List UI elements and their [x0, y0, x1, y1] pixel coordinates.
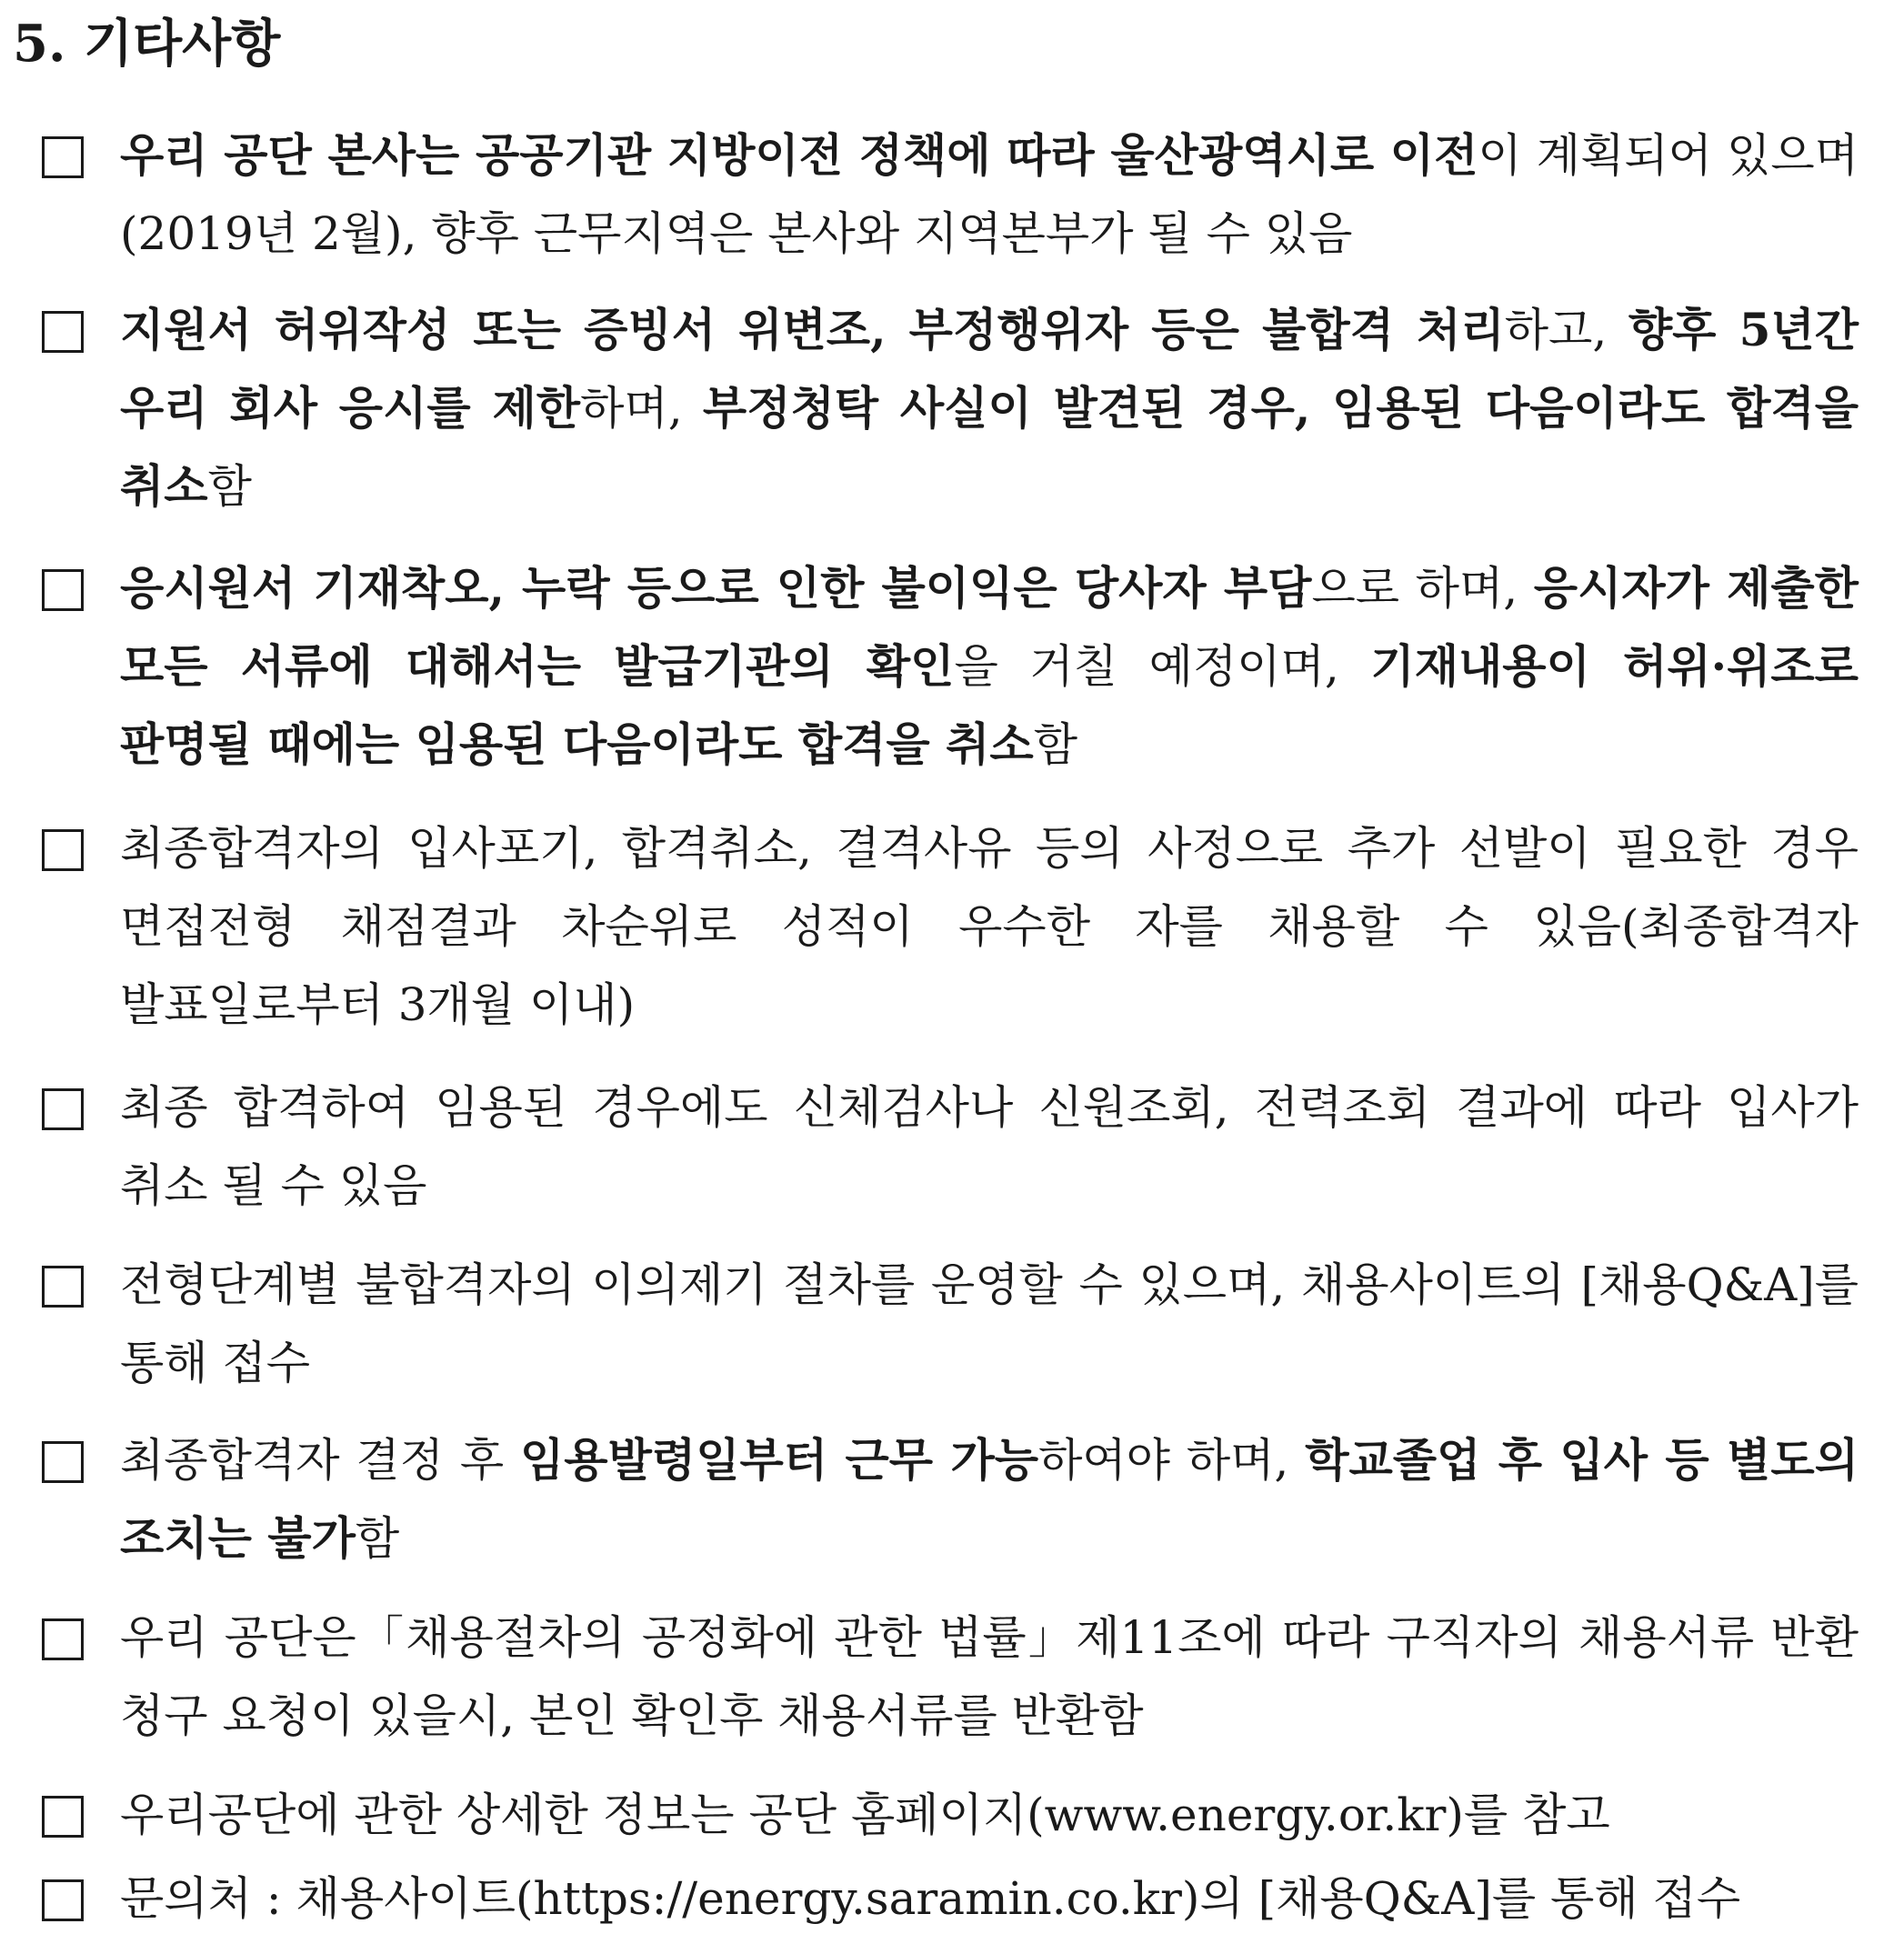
emphasized-text: 응시자가 제출한 모든 서류에 대해서는 발급기관의 확인 [120, 561, 1859, 693]
list-item-text [120, 291, 1859, 526]
section-title [13, 11, 280, 76]
list-item [42, 809, 1859, 1044]
list-item-text [120, 549, 1859, 784]
list-item [42, 1246, 1859, 1402]
section-title-text: 기타사항 [83, 14, 281, 74]
checkbox-icon [42, 1266, 84, 1308]
checkbox-icon [42, 829, 84, 871]
list-item-text [120, 1598, 1859, 1755]
body-text: 문의처 : 채용사이트(https://energy.saramin.co.kr)의 [채용Q&A]를 통해 접수 [120, 1872, 1741, 1925]
list-item-text [120, 1776, 1859, 1854]
body-text: 함 [207, 460, 252, 513]
list-item [42, 1421, 1859, 1578]
body-text: 하고, [1504, 304, 1628, 356]
emphasized-text: 향후 5년간 우리 회사 응시를 제한 [120, 303, 1859, 435]
checkbox-icon [42, 1879, 84, 1921]
list-item [42, 1776, 1859, 1854]
list-item-text [120, 116, 1859, 273]
list-item [42, 1598, 1859, 1755]
emphasized-text: 기재내용이 허위·위조로 판명될 때에는 임용된 다음이라도 합격을 취소 [120, 639, 1859, 771]
checkbox-icon [42, 1796, 84, 1838]
body-text: 우리공단에 관한 상세한 정보는 공단 홈페이지(www.energy.or.kr)를 참고 [120, 1789, 1610, 1841]
checkbox-icon [42, 1088, 84, 1130]
emphasized-text: 부정청탁 사실이 발견된 경우, 임용된 다음이라도 합격을 취소 [120, 381, 1859, 513]
list-item-text [120, 1859, 1859, 1938]
checkbox-icon [42, 1441, 84, 1483]
body-text: 을 거칠 예정이며, [954, 640, 1371, 693]
list-item [42, 549, 1859, 784]
body-text: 으로 하며, [1311, 562, 1534, 615]
list-item [42, 116, 1859, 273]
checkbox-icon [42, 311, 84, 353]
body-text: 하여야 하며, [1038, 1434, 1306, 1487]
list-item-text [120, 1246, 1859, 1402]
list-item [42, 1068, 1859, 1225]
emphasized-text: 임용발령일부터 근무 가능 [520, 1433, 1039, 1487]
checkbox-icon [42, 136, 84, 178]
body-text: 이 계획되어 있으며(2019년 2월), 향후 근무지역은 본사와 지역본부가 될 수 있음 [120, 129, 1859, 260]
emphasized-text: 응시원서 기재착오, 누락 등으로 인한 불이익은 당사자 부담 [120, 561, 1312, 615]
body-text: 함 [1033, 718, 1078, 771]
checkbox-icon [42, 569, 84, 611]
list-item [42, 291, 1859, 526]
list-item-text [120, 1421, 1859, 1578]
list-item-text [120, 1068, 1859, 1225]
section-number: 5. [13, 14, 66, 74]
emphasized-text: 학교졸업 후 입사 등 별도의 조치는 불가 [120, 1433, 1859, 1565]
body-text: 하며, [580, 382, 703, 435]
body-text: 최종합격자 결정 후 [120, 1434, 520, 1487]
list-item-text [120, 809, 1859, 1044]
body-text: 함 [355, 1512, 400, 1565]
body-text: 최종 합격하여 임용된 경우에도 신체검사나 신원조회, 전력조회 결과에 따라 입사가 취소 될 수 있음 [120, 1081, 1859, 1212]
body-text: 우리 공단은「채용절차의 공정화에 관한 법률」제11조에 따라 구직자의 채용서류 반환 청구 요청이 있을시, 본인 확인후 채용서류를 반환함 [120, 1611, 1859, 1742]
body-text: 전형단계별 불합격자의 이의제기 절차를 운영할 수 있으며, 채용사이트의 [채용Q&A]를 통해 접수 [120, 1258, 1859, 1389]
body-text: 최종합격자의 입사포기, 합격취소, 결격사유 등의 사정으로 추가 선발이 필요한 경우 면접전형 채점결과 차순위로 성적이 우수한 자를 채용할 수 있음(최종합격자 발표일로부터 3개월 이내) [120, 822, 1859, 1031]
list-item [42, 1859, 1859, 1938]
checkbox-icon [42, 1618, 84, 1660]
emphasized-text: 지원서 허위작성 또는 증빙서 위변조, 부정행위자 등은 불합격 처리 [120, 303, 1505, 356]
emphasized-text: 우리 공단 본사는 공공기관 지방이전 정책에 따라 울산광역시로 이전 [120, 128, 1478, 182]
